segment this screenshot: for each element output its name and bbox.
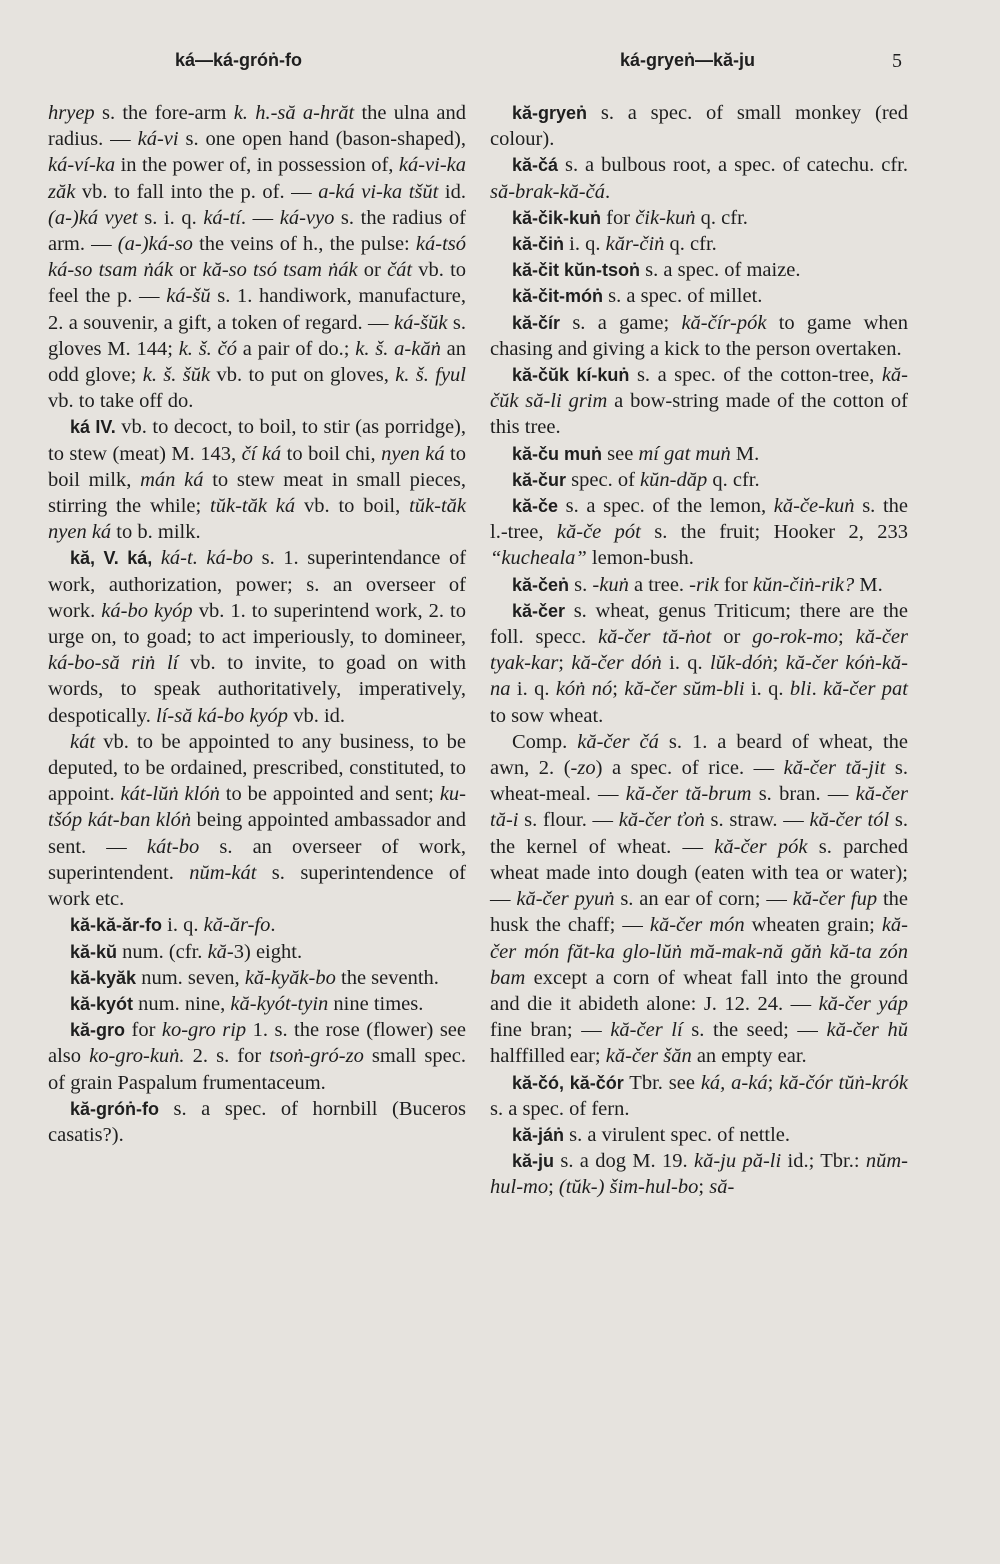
entry-italic-term: kă-čer dóṅ	[571, 652, 662, 675]
entry-text: vb. to fall into the p. of. —	[75, 180, 319, 203]
entry-italic-term: să-	[709, 1176, 735, 1199]
entry-text: halffilled ear;	[490, 1045, 606, 1068]
entry-text: to sow wheat.	[490, 704, 604, 727]
dictionary-entry	[48, 545, 466, 728]
entry-text: vb. to invite, to goad on with words, to speak authoritatively, imperatively, despotically.	[48, 652, 466, 727]
entry-text: s. wheat-meal. —	[490, 757, 908, 806]
entry-text: vb. to be appointed to any business, to be deputed, to be ordained, prescribed, constituted, to appoint.	[48, 730, 466, 806]
entry-text: s. a spec. of the lemon,	[558, 495, 774, 518]
entry-text: or	[173, 259, 203, 282]
entry-text: .	[811, 678, 824, 701]
entry-text: the husk the chaff; —	[490, 888, 909, 937]
entry-headword: kă-kyót	[70, 993, 134, 1014]
entry-text: lemon-bush.	[586, 547, 694, 570]
entry-text: s. straw. —	[704, 809, 810, 832]
entry-text: s. a spec. of fern.	[490, 1097, 630, 1120]
entry-text: a pair of do.;	[236, 337, 356, 360]
entry-italic-term: kă-so tsó tsam ṅák	[202, 259, 358, 282]
entry-italic-term: kăr-čiṅ	[605, 233, 665, 256]
entry-text: Comp.	[512, 730, 578, 753]
entry-text: nine times.	[328, 992, 424, 1015]
entry-italic-term: čik-kuṅ	[635, 206, 696, 229]
entry-text: s. the radius of arm. —	[48, 206, 467, 256]
dictionary-entry	[490, 362, 908, 441]
entry-italic-term: kă-čer pók	[714, 835, 808, 858]
entry-text: num. nine,	[133, 992, 231, 1015]
dictionary-entry	[490, 100, 908, 152]
entry-italic-term: -kuṅ	[592, 573, 629, 596]
entry-italic-term: ká-vi-ka zăk	[48, 154, 466, 203]
entry-text: to boil milk,	[48, 442, 466, 491]
entry-italic-term: tŭk-tăk ká	[210, 495, 296, 518]
entry-text: s. gloves M. 144;	[48, 311, 467, 360]
entry-italic-term: kŭn-dăp	[640, 468, 708, 491]
entry-text: Tbr. see	[623, 1071, 701, 1094]
entry-italic-term: kát-lŭṅ klóṅ	[120, 783, 220, 806]
dictionary-entry	[48, 912, 466, 938]
entry-italic-term: “kucheala”	[490, 547, 587, 570]
entry-text: ) a spec. of rice. —	[595, 757, 784, 780]
entry-italic-term: čát	[387, 259, 413, 282]
entry-italic-term: tsoṅ-gró-zo	[269, 1045, 364, 1068]
entry-text: to stew meat in small pieces, stirring the while;	[48, 468, 467, 518]
entry-text: see	[602, 442, 639, 465]
entry-text: for	[601, 206, 636, 229]
entry-text: 3) eight.	[233, 940, 303, 963]
entry-italic-term: ká, a-ká	[700, 1071, 768, 1094]
entry-italic-term: kă-če pót	[556, 521, 641, 544]
dictionary-entry	[490, 1148, 908, 1200]
entry-text: fine bran; —	[490, 1019, 611, 1042]
entry-text: s.	[569, 573, 593, 596]
entry-headword: kă-čiṅ	[512, 234, 565, 255]
dictionary-entry	[490, 572, 908, 598]
entry-italic-term: k. š. fyul	[395, 364, 466, 387]
dictionary-entry	[48, 965, 466, 991]
entry-italic-term: k. š. a-kăṅ	[355, 337, 441, 360]
running-header	[0, 50, 1000, 80]
dictionary-entry	[490, 1070, 908, 1122]
entry-italic-term: kă-kyót-tyin	[230, 992, 329, 1015]
entry-italic-term: (a-)ká-so	[117, 233, 193, 256]
entry-text: i. q.	[661, 652, 711, 675]
entry-text: i. q.	[564, 233, 606, 256]
entry-text: to b. milk.	[111, 521, 201, 544]
dictionary-entry	[48, 1096, 466, 1148]
dictionary-entry	[490, 493, 908, 572]
entry-italic-term: go-rok-mo	[752, 626, 839, 649]
entry-italic-term: k. h.-să a-hrăt	[233, 102, 355, 124]
entry-headword: kă-gróṅ-fo	[70, 1098, 159, 1119]
entry-text: in the power of, in possession of,	[115, 154, 399, 177]
entry-text: 2. s. for	[184, 1045, 270, 1068]
dictionary-entry	[490, 257, 908, 283]
entry-text: vb. to decoct, to boil, to stir (as porridge), to stew (meat) M. 143,	[48, 416, 467, 465]
entry-italic-term: ko-gro rip	[161, 1019, 247, 1042]
entry-text: s. an overseer of work, superintendent.	[48, 835, 466, 884]
entry-italic-term: kă-čer hŭ	[826, 1019, 908, 1042]
entry-italic-term: kă-čer šăn	[605, 1045, 692, 1068]
entry-text: ;	[548, 1176, 559, 1199]
entry-text: a tree.	[628, 573, 690, 596]
entry-italic-term: k. š. šŭk	[142, 364, 211, 387]
entry-italic-term: kóṅ nó	[555, 678, 613, 701]
entry-text: M.	[854, 573, 883, 596]
entry-text: s. bran. —	[751, 783, 856, 806]
entry-headword: kă-če	[512, 496, 559, 517]
entry-headword: kă-kă-ăr-fo	[70, 915, 163, 936]
entry-text: ;	[612, 678, 625, 701]
entry-italic-term: kă-čer tă-i	[490, 783, 908, 832]
entry-headword: kă-gro	[70, 1020, 126, 1041]
entry-italic-term: kă-kyăk-bo	[244, 966, 336, 989]
dictionary-entry	[490, 231, 908, 257]
entry-text: s. the fruit; Hooker 2, 233	[640, 521, 908, 544]
entry-headword: kă-jáṅ	[512, 1124, 565, 1145]
entry-text: the ulna and radius. —	[48, 102, 466, 151]
entry-italic-term: kă-čer món	[649, 914, 745, 937]
entry-italic-term: ká-tsó ká-so tsam ṅák	[48, 233, 466, 282]
entry-headword: kă-čit-móṅ	[512, 286, 604, 307]
entry-text: vb. 1. to superintend work, 2. to urge on, to goad; to act imperiously, to domineer,	[48, 599, 466, 649]
entry-italic-term: ká-vyo	[279, 206, 335, 229]
entry-italic-term: ko-gro-kuṅ.	[89, 1045, 185, 1068]
entry-text: except a corn of wheat fall into the ground and die it abideth alone: J. 12. 24. —	[490, 966, 908, 1015]
entry-text: ;	[838, 626, 856, 649]
dictionary-entry	[48, 729, 466, 912]
entry-text: id.	[438, 180, 467, 203]
entry-text: s. the seed; —	[682, 1019, 827, 1042]
entry-text: an odd glove;	[48, 337, 466, 387]
entry-italic-term: kă-čer tyak-kar	[490, 626, 909, 675]
entry-headword: kă-čír	[512, 312, 561, 333]
entry-italic-term: nŭm-kát	[189, 861, 257, 884]
entry-italic-term: kă-čer fup	[792, 888, 878, 911]
entry-italic-term: nyen ká	[381, 442, 445, 465]
entry-text: ;	[698, 1176, 710, 1199]
entry-text: s. a dog M. 19.	[554, 1150, 694, 1173]
entry-italic-term: k. š. čó	[178, 337, 237, 360]
entry-italic-term: kă-čŭk să-li grim	[490, 364, 908, 413]
dictionary-entry	[48, 100, 466, 414]
entry-italic-term: kă-čer ťoṅ	[618, 809, 705, 832]
entry-italic-term: kă-čír-pók	[681, 311, 767, 334]
entry-italic-term: bli	[789, 678, 812, 701]
entry-italic-term: kát	[70, 730, 96, 753]
entry-italic-term: a-ká vi-ka tšŭt	[318, 180, 439, 203]
dictionary-entry	[490, 598, 908, 729]
entry-italic-term: ku-tšóp kát-ban klóṅ	[48, 783, 466, 832]
entry-text: s. a virulent spec. of nettle.	[564, 1123, 791, 1146]
left-column	[48, 100, 466, 1148]
entry-headword: kă-čit kŭn-tsoṅ	[512, 260, 641, 281]
entry-text: q. cfr.	[707, 468, 760, 491]
entry-italic-term: kă-čer čá	[577, 730, 659, 753]
header-right-guide-words: ká-gryeṅ—kă-ju	[620, 50, 756, 70]
header-left-guide-words: ká—ká-gróṅ-fo	[175, 50, 303, 70]
entry-text: .	[270, 914, 276, 937]
entry-text: spec. of	[566, 468, 641, 491]
entry-italic-term: kă-čer món făt-ka glo-lŭṅ mă-mak-nă găṅ kă-ta zón bam	[490, 914, 909, 989]
entry-text: ;	[558, 652, 572, 675]
entry-italic-term: kă-čer tă-ṅot	[598, 626, 712, 649]
entry-headword: kă-čik-kuṅ	[512, 207, 602, 228]
entry-text	[152, 547, 161, 569]
entry-italic-term: nŭm-hul-mo	[490, 1150, 909, 1199]
entry-text: 1. s. the rose (flower) see also	[48, 1019, 467, 1068]
entry-text: s. flour. —	[518, 809, 619, 832]
entry-italic-term: kă-čer lí	[610, 1019, 683, 1042]
entry-italic-term: ká-bo kyóp	[101, 599, 193, 622]
entry-headword: kă-čer	[512, 600, 566, 621]
entry-italic-term: kă-čer kóṅ-kă-na	[490, 652, 908, 701]
entry-text: id.; Tbr.:	[781, 1150, 866, 1173]
entry-text: s. a spec. of small monkey (red colour).	[490, 102, 908, 151]
entry-italic-term: kă-čer tă-brum	[625, 783, 752, 806]
entry-text: M.	[730, 442, 760, 465]
entry-italic-term: ká-bo-să riṅ lí	[48, 652, 179, 675]
dictionary-entry	[490, 205, 908, 231]
entry-text: s. superintendence of work etc.	[48, 861, 466, 911]
dictionary-entry	[490, 467, 908, 493]
entry-text: s. one open hand (bason-shaped),	[178, 128, 466, 151]
entry-text: .	[604, 180, 611, 203]
entry-text: vb. to put on gloves,	[210, 364, 396, 387]
entry-italic-term: kă-čer sŭm-bli	[624, 678, 745, 701]
entry-text: being appointed ambassador and sent. —	[48, 809, 466, 858]
entry-text: vb. to take off do.	[48, 390, 194, 413]
entry-text: ;	[767, 1071, 780, 1094]
entry-text: or	[357, 259, 388, 282]
entry-text: an empty ear.	[691, 1045, 807, 1068]
entry-text: s. a spec. of the cotton-tree,	[629, 364, 882, 387]
entry-text: num. seven,	[136, 966, 245, 989]
entry-text: s. the kernel of wheat. —	[490, 809, 909, 858]
dictionary-entry	[48, 414, 466, 545]
entry-italic-term: ká-vi	[137, 128, 179, 151]
entry-italic-term: hryep	[48, 102, 95, 124]
entry-text: s. wheat, genus Triticum; there are the foll. specc.	[490, 599, 908, 649]
dictionary-entry	[48, 991, 466, 1017]
entry-italic-term: (tŭk-) šim-hul-bo	[558, 1176, 699, 1199]
entry-text: s. 1. handiwork, manufacture, 2. a souvenir, a gift, a token of regard. —	[48, 285, 467, 334]
entry-italic-term: kŭn-čiṅ-rik?	[752, 573, 855, 596]
entry-text: s. a spec. of hornbill (Buceros casatis?).	[48, 1097, 466, 1146]
entry-text: vb. to feel the p. —	[48, 259, 467, 308]
entry-italic-term: kă-čer pat	[823, 678, 908, 701]
entry-headword: kă-čó, kă-čór	[512, 1072, 624, 1093]
entry-italic-term: kă-ju pă-li	[693, 1150, 782, 1173]
entry-italic-term: ká-t. ká-bo	[160, 547, 254, 570]
entry-text: wheaten grain;	[744, 914, 882, 937]
entry-text: or	[711, 626, 753, 649]
entry-text: s. 1. a beard of wheat, the awn, 2. (	[490, 730, 909, 780]
entry-italic-term: kă-čer tă-jit	[783, 757, 886, 780]
entry-text: q. cfr.	[664, 233, 717, 256]
dictionary-entry	[490, 729, 908, 1070]
entry-italic-term: lí-să ká-bo kyóp	[155, 704, 289, 727]
entry-headword: kă-čá	[512, 155, 559, 176]
entry-headword: kă-ču muṅ	[512, 443, 603, 464]
entry-text: i. q.	[510, 678, 556, 701]
entry-headword: kă-čeṅ	[512, 574, 570, 595]
entry-text: . —	[240, 206, 280, 229]
entry-text: s. a spec. of maize.	[640, 259, 801, 282]
entry-italic-term: ká-ví-ka	[48, 154, 116, 177]
entry-headword: kă-čur	[512, 469, 567, 490]
dictionary-entry	[490, 310, 908, 362]
entry-text: to be appointed and sent;	[219, 783, 440, 806]
entry-text: s. 1. superintendance of work, authorization, power; s. an overseer of work.	[48, 547, 467, 622]
entry-headword: kă-kyăk	[70, 967, 137, 988]
entry-italic-term: kă-čór tŭṅ-krók	[779, 1071, 908, 1094]
entry-text: the seventh.	[335, 966, 439, 989]
entry-headword: kă-gryeṅ	[512, 103, 588, 123]
entry-italic-term: kă-čer tól	[809, 809, 890, 832]
page-number: 5	[892, 50, 902, 72]
entry-italic-term: (a-)ká vyet	[48, 206, 138, 229]
entry-text: the veins of h., the pulse:	[192, 233, 416, 256]
entry-text: s. the fore-arm	[94, 102, 234, 124]
entry-text: ;	[772, 652, 786, 675]
entry-italic-term: ká-šŭ	[166, 285, 211, 308]
entry-italic-term: lŭk-dóṅ	[710, 652, 773, 675]
entry-text: a bow-string made of the cotton of this tree.	[490, 390, 908, 439]
entry-italic-term: kă-ăr-fo	[203, 914, 271, 937]
entry-text: small spec. of grain Paspalum frumentaceum.	[48, 1045, 466, 1094]
entry-text: i. q.	[162, 914, 204, 937]
entry-italic-term: -rik	[689, 573, 719, 596]
entry-text: vb. id.	[288, 704, 346, 727]
dictionary-entry	[48, 1017, 466, 1096]
entry-headword: ká IV.	[70, 417, 116, 438]
entry-text: for	[125, 1019, 162, 1042]
entry-text: s. a game;	[560, 311, 682, 334]
entry-italic-term: mí gat muṅ	[638, 442, 731, 465]
entry-text: s. the l.-tree,	[490, 495, 908, 544]
dictionary-entry	[490, 283, 908, 309]
entry-text: q. cfr.	[695, 206, 748, 229]
entry-italic-term: kă-	[207, 940, 234, 963]
entry-italic-term: ká-šŭk	[393, 311, 448, 334]
entry-text: to game when chasing and giving a kick to the person overtaken.	[490, 311, 908, 360]
entry-headword: kă-čŭk kí-kuṅ	[512, 365, 630, 386]
dictionary-entry	[48, 939, 466, 965]
entry-headword: kă-ju	[512, 1151, 555, 1172]
dictionary-entry	[490, 1122, 908, 1148]
entry-italic-term: kă-čer yáp	[818, 992, 908, 1015]
entry-italic-term: kát-bo	[146, 835, 200, 858]
entry-italic-term: kă-čer pyuṅ	[516, 888, 615, 911]
entry-italic-term: kă-če-kuṅ	[773, 495, 855, 518]
entry-italic-term: să-brak-kă-čá	[490, 180, 605, 203]
entry-text: num. (cfr.	[117, 940, 208, 963]
entry-italic-term: čí ká	[241, 442, 282, 465]
entry-italic-term: -zo	[570, 757, 596, 780]
entry-text: s. i. q.	[137, 206, 204, 229]
entry-text: s. a bulbous root, a spec. of catechu. cfr.	[558, 154, 908, 177]
entry-text: s. parched wheat made into dough (eaten with tea or water); —	[490, 835, 908, 911]
entry-text: to boil chi,	[281, 442, 382, 465]
entry-text: vb. to boil,	[295, 495, 410, 518]
entry-italic-term: mán ká	[140, 468, 204, 491]
entry-text: s. an ear of corn; —	[614, 888, 793, 911]
entry-italic-term: ká-tí	[203, 206, 241, 229]
dictionary-entry	[490, 441, 908, 467]
entry-text: s. a spec. of millet.	[603, 285, 763, 308]
dictionary-entry	[490, 152, 908, 204]
entry-text: for	[718, 573, 753, 596]
right-column	[490, 100, 908, 1201]
entry-text: i. q.	[744, 678, 790, 701]
entry-headword: kă, V. ká,	[70, 548, 153, 569]
entry-headword: kă-kŭ	[70, 941, 118, 962]
entry-italic-term: tŭk-tăk nyen ká	[48, 495, 467, 544]
